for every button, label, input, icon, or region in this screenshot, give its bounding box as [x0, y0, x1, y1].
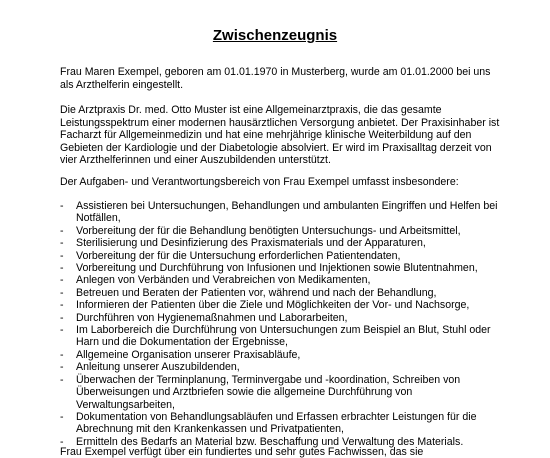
task-text: Überwachen der Terminplanung, Terminvergabe und -koordination, Schreiben von Überweisungen und Arztbriefen sowie die allgemeine Durchführung von Verwaltungsarbeiten, — [76, 373, 461, 411]
list-item — [60, 324, 500, 349]
document-title: Zwischenzeugnis — [212, 27, 338, 44]
task-text: Dokumentation von Behandlungsabläufen und Erfassen erbrachter Leistungen für die Abrechnung mit den Krankenkassen und Privatpatienten, — [76, 410, 477, 436]
bullet-dash: - — [60, 435, 64, 448]
bullet-dash: - — [60, 237, 64, 250]
task-text: Assistieren bei Untersuchungen, Behandlungen und ambulanten Eingriffen und Helfen bei Notfällen, — [76, 200, 498, 225]
task-text: Vorbereitung der für die Untersuchung erforderlichen Patientendaten, — [76, 249, 401, 262]
task-text: Anleitung unserer Auszubildenden, — [76, 361, 240, 374]
task-text: Ermitteln des Bedarfs an Material bzw. Beschaffung und Verwaltung des Materials. — [76, 435, 464, 448]
list-item — [60, 374, 500, 411]
list-item — [60, 200, 500, 225]
task-text: Sterilisierung und Desinfizierung des Praxismaterials und der Apparaturen, — [76, 237, 426, 250]
task-text: Im Laborbereich die Durchführung von Untersuchungen zum Beispiel an Blut, Stuhl oder Harn und die Dokumentation der Ergebnisse, — [76, 324, 491, 349]
list-item — [60, 274, 500, 286]
trailing-paragraph-partial: Frau Exempel verfügt über ein fundiertes und sehr gutes Fachwissen, das sie — [60, 446, 424, 458]
task-text: Informieren der Patienten über die Ziele und Möglichkeiten der Vor- und Nachsorge, — [76, 299, 470, 312]
task-text: Vorbereitung der für die Behandlung benötigten Untersuchungs- und Arbeitsmittel, — [76, 224, 461, 237]
bullet-dash: - — [60, 249, 64, 262]
task-text: Allgemeine Organisation unserer Praxisabläufe, — [76, 348, 301, 361]
bullet-dash: - — [60, 299, 64, 312]
list-item — [60, 361, 500, 373]
bullet-dash: - — [60, 286, 64, 299]
list-item — [60, 411, 500, 436]
task-text: Vorbereitung und Durchführung von Infusionen und Injektionen sowie Blutentnahmen, — [76, 262, 478, 275]
practice-description-paragraph: Die Arztpraxis Dr. med. Otto Muster ist eine Allgemeinarztpraxis, die das gesamte Leistungsspektrum einer modernen hausärztlichen Versorgung anbietet. Der Praxisinhaber ist Facharzt für Allgemeinmedizin und hat eine mehrjährige klinische Weiterbildung auf den Gebieten der Kardiologie und der Diabetologie absolviert. Er wird im Praxisalltag derzeit von vier Arzthelferinnen und einer Auszubildenden unterstützt. — [60, 104, 500, 166]
task-text: Anlegen von Verbänden und Verabreichen von Medikamenten, — [76, 274, 371, 287]
bullet-dash: - — [60, 373, 64, 386]
bullet-dash: - — [60, 262, 64, 275]
task-text: Betreuen und Beraten der Patienten vor, während und nach der Behandlung, — [76, 286, 437, 299]
list-item — [60, 287, 500, 299]
bullet-dash: - — [60, 348, 64, 361]
tasks-lead-paragraph: Der Aufgaben- und Verantwortungsbereich von Frau Exempel umfasst insbesondere: — [60, 176, 459, 188]
bullet-dash: - — [60, 274, 64, 287]
list-item — [60, 349, 500, 361]
list-item — [60, 237, 500, 249]
list-item — [60, 312, 500, 324]
bullet-dash: - — [60, 324, 64, 337]
task-text: Durchführen von Hygienemaßnahmen und Laborarbeiten, — [76, 311, 348, 324]
intro-paragraph: Frau Maren Exempel, geboren am 01.01.1970 in Musterberg, wurde am 01.01.2000 bei uns als Arzthelferin eingestellt. — [60, 66, 491, 91]
bullet-dash: - — [60, 311, 64, 324]
bullet-dash: - — [60, 224, 64, 237]
list-item — [60, 262, 500, 274]
list-item — [60, 299, 500, 311]
bullet-dash: - — [60, 410, 64, 423]
list-item — [60, 250, 500, 262]
bullet-dash: - — [60, 200, 64, 212]
list-item — [60, 225, 500, 237]
bullet-dash: - — [60, 361, 64, 374]
